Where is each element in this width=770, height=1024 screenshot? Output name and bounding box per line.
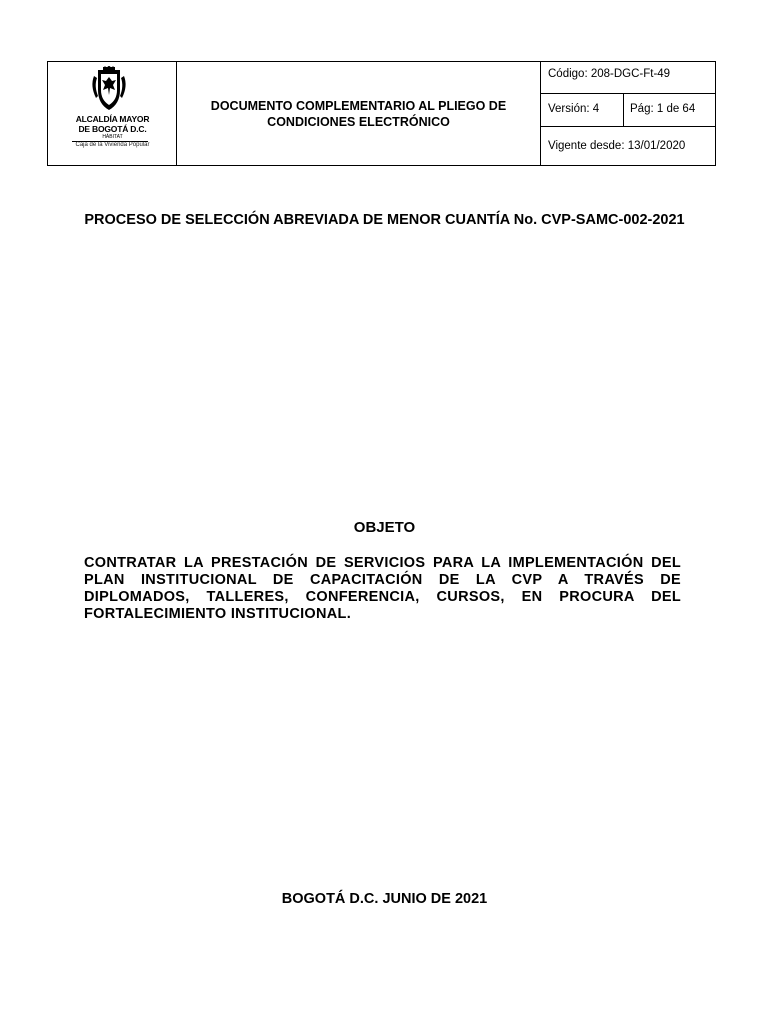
- document-header-table: [47, 61, 716, 166]
- objeto-text: CONTRATAR LA PRESTACIÓN DE SERVICIOS PARA LA IMPLEMENTACIÓN DEL PLAN INSTITUCIONAL DE CAPACITACIÓN DE LA CVP A TRAVÉS DE DIPLOMADOS, TALLERES, CONFERENCIA, CURSOS, EN PROCURA DEL FORTALECIMIENTO INSTITUCIONAL.: [84, 555, 681, 622]
- logo-text-habitat: HÁBITAT: [102, 134, 123, 140]
- process-title: PROCESO DE SELECCIÓN ABREVIADA DE MENOR CUANTÍA No. CVP-SAMC-002-2021: [84, 212, 685, 228]
- logo-text-alcaldia: ALCALDÍA MAYOR: [75, 114, 150, 124]
- document-code: Código: 208-DGC-Ft-49: [541, 62, 715, 94]
- footer-date: BOGOTÁ D.C. JUNIO DE 2021: [281, 891, 488, 907]
- bogota-coat-of-arms-icon: [88, 66, 130, 114]
- effective-date: Vigente desde: 13/01/2020: [548, 140, 686, 152]
- page-number: Pág: 1 de 64: [624, 94, 715, 127]
- document-version: Versión: 4: [541, 94, 624, 127]
- logo-text-bogota: DE BOGOTÁ D.C.: [78, 124, 147, 134]
- objeto-heading: OBJETO: [353, 519, 416, 536]
- document-title: DOCUMENTO COMPLEMENTARIO AL PLIEGO DE CONDICIONES ELECTRÓNICO: [177, 62, 541, 165]
- logo-text-caja-vivienda: Caja de la Vivienda Popular: [75, 142, 150, 148]
- logo-block: [48, 62, 177, 165]
